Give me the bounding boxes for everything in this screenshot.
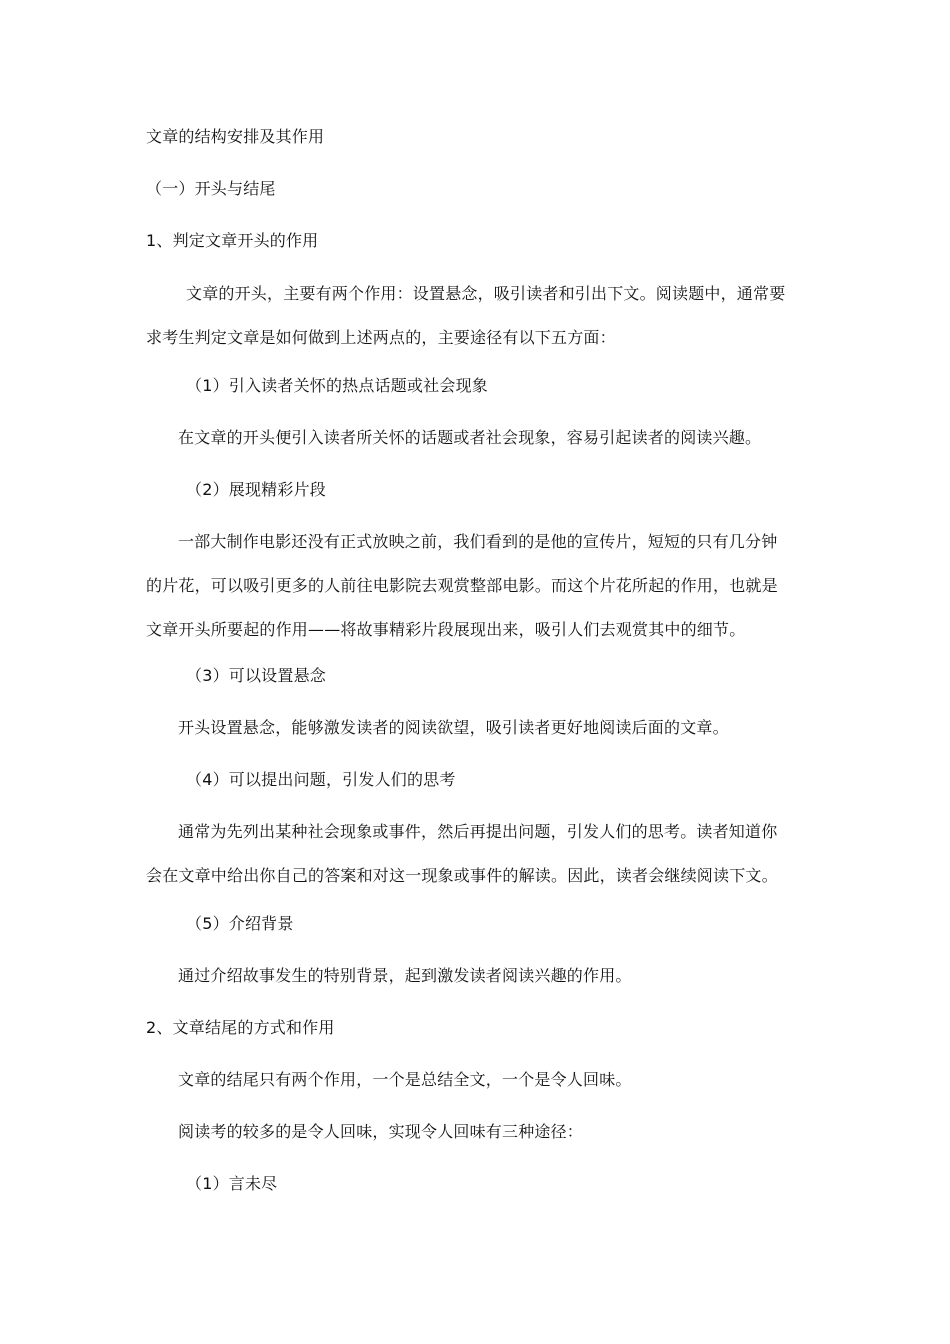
paragraph-line: 文章的开头，主要有两个作用：设置悬念，吸引读者和引出下文。阅读题中，通常要	[186, 284, 786, 303]
part2-text-1: 文章的结尾只有两个作用，一个是总结全文，一个是令人回味。	[178, 1070, 632, 1089]
part1-heading: 1、判定文章开头的作用	[146, 231, 319, 250]
part1-intro-paragraph	[146, 284, 826, 348]
end-item1-heading: （1）言未尽	[186, 1174, 278, 1193]
paragraph-line: 通常为先列出某种社会现象或事件，然后再提出问题，引发人们的思考。读者知道你	[178, 822, 778, 841]
item3-text: 开头设置悬念，能够激发读者的阅读欲望，吸引读者更好地阅读后面的文章。	[178, 718, 729, 737]
item2-heading: （2）展现精彩片段	[186, 480, 326, 499]
item2-paragraph	[146, 532, 836, 640]
document-title: 文章的结构安排及其作用	[146, 127, 325, 146]
item4-heading: （4）可以提出问题，引发人们的思考	[186, 770, 456, 789]
part2-heading: 2、文章结尾的方式和作用	[146, 1018, 335, 1037]
paragraph-line: 的片花，可以吸引更多的人前往电影院去观赏整部电影。而这个片花所起的作用，也就是	[146, 576, 778, 595]
item1-heading: （1）引入读者关怀的热点话题或社会现象	[186, 376, 488, 395]
section-heading-opening-ending: （一）开头与结尾	[146, 179, 276, 198]
paragraph-line: 求考生判定文章是如何做到上述两点的，主要途径有以下五方面：	[146, 328, 616, 347]
paragraph-line: 文章开头所要起的作用——将故事精彩片段展现出来，吸引人们去观赏其中的细节。	[146, 620, 746, 639]
item3-heading: （3）可以设置悬念	[186, 666, 326, 685]
paragraph-line: 一部大制作电影还没有正式放映之前，我们看到的是他的宣传片，短短的只有几分钟	[178, 532, 778, 551]
part2-text-2: 阅读考的较多的是令人回味，实现令人回味有三种途径：	[178, 1122, 584, 1141]
item1-text: 在文章的开头便引入读者所关怀的话题或者社会现象，容易引起读者的阅读兴趣。	[178, 428, 762, 447]
item4-paragraph	[146, 822, 836, 886]
item5-heading: （5）介绍背景	[186, 914, 294, 933]
paragraph-line: 会在文章中给出你自己的答案和对这一现象或事件的解读。因此，读者会继续阅读下文。	[146, 866, 778, 885]
item5-text: 通过介绍故事发生的特别背景，起到激发读者阅读兴趣的作用。	[178, 966, 632, 985]
